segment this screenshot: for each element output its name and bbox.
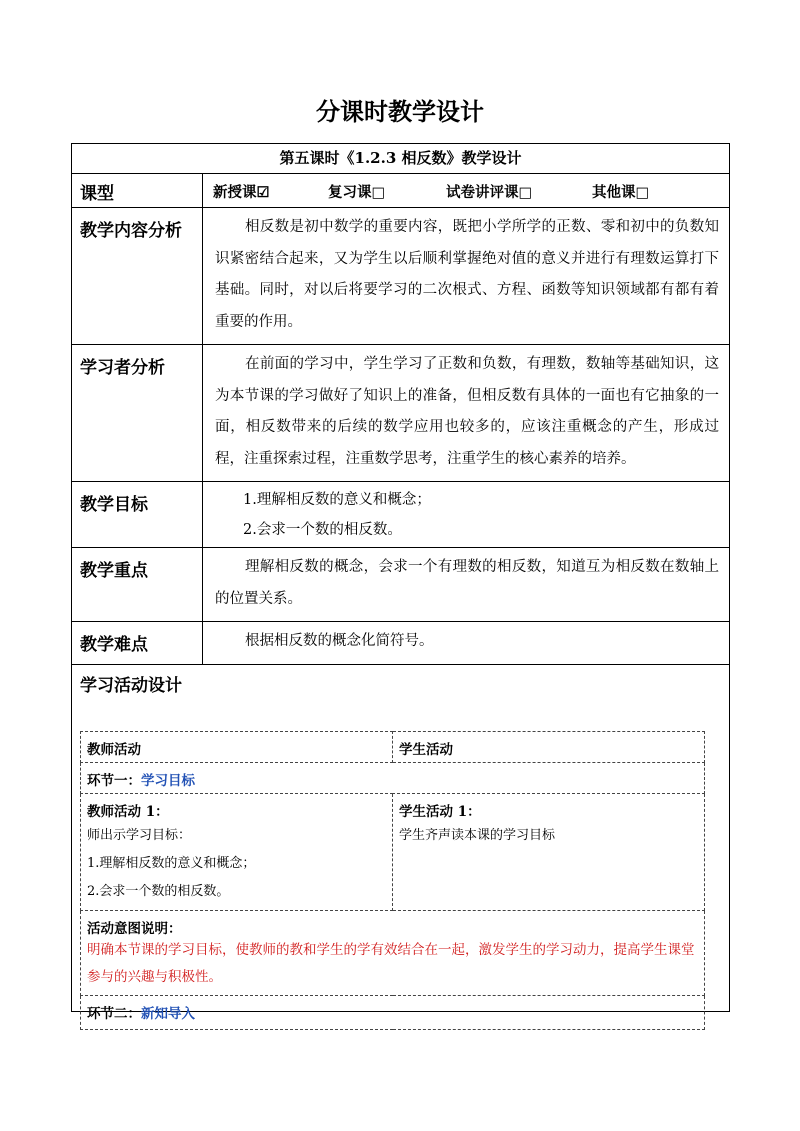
teacher1-line: 1.理解相反数的意义和概念； [87, 855, 256, 871]
key-points-text: 理解相反数的概念，会求一个有理数的相反数，知道互为相反数在数轴上的位置关系。 [203, 548, 730, 622]
step1-name: 学习目标 [141, 772, 195, 789]
step1-row [81, 762, 705, 793]
step2-prefix: 环节二： [87, 1005, 141, 1022]
student-header: 学生活动 [393, 731, 705, 762]
objectives-list [203, 482, 730, 548]
intent-title: 活动意图说明： [87, 920, 182, 937]
type-option-test: 试卷讲评课□ [446, 184, 533, 201]
step2-name: 新知导入 [141, 1005, 195, 1022]
content-analysis-label: 教学内容分析 [72, 208, 203, 345]
teacher1-title: 教师活动 1： [87, 803, 169, 820]
teacher-header: 教师活动 [81, 731, 393, 762]
step1-prefix: 环节一： [87, 772, 141, 789]
objective-item: 2.会求一个数的相反数。 [243, 522, 402, 538]
type-options [203, 174, 730, 208]
activity-design-label: 学习活动设计 [80, 675, 182, 696]
intent-text: 明确本节课的学习目标，使教师的教和学生的学有效结合在一起，激发学生的学习动力，提高学生课堂参与的兴趣与积极性。 [87, 941, 695, 985]
content-analysis-text: 相反数是初中数学的重要内容，既把小学所学的正数、零和初中的负数知识紧密结合起来，又为学生以后顺利掌握绝对值的意义并进行有理数运算打下基础。同时，对以后将要学习的二次根式、方程、函数等知识领域都有都有着重要的作用。 [203, 208, 730, 345]
activity-intent [81, 910, 705, 995]
teacher-activity-1 [81, 793, 393, 910]
step2-row [81, 995, 705, 1029]
student1-title: 学生活动 1： [399, 803, 481, 820]
objectives-label: 教学目标 [72, 482, 203, 548]
type-label: 课型 [72, 174, 203, 208]
learner-analysis-label: 学习者分析 [72, 345, 203, 482]
type-option-new: 新授课☑ [213, 184, 270, 201]
student1-text: 学生齐声读本课的学习目标 [399, 827, 556, 843]
difficulty-label: 教学难点 [72, 622, 203, 665]
key-points-label: 教学重点 [72, 548, 203, 622]
teacher1-line: 2.会求一个数的相反数。 [87, 883, 230, 899]
activity-table [80, 731, 705, 1030]
lesson-title: 第五课时《1.2.3 相反数》教学设计 [72, 144, 730, 174]
student-activity-1 [393, 793, 705, 910]
objective-item: 1.理解相反数的意义和概念； [243, 492, 431, 508]
lesson-plan-table [71, 143, 730, 1022]
difficulty-text: 根据相反数的概念化简符号。 [203, 622, 730, 665]
type-option-other: 其他课□ [592, 184, 650, 201]
document-title: 分课时教学设计 [316, 98, 484, 126]
type-option-review: 复习课□ [328, 184, 386, 201]
teacher1-line: 师出示学习目标： [87, 827, 192, 843]
activity-design-section [72, 664, 730, 1022]
learner-analysis-text: 在前面的学习中，学生学习了正数和负数，有理数，数轴等基础知识，这为本节课的学习做好了知识上的准备，但相反数有具体的一面也有它抽象的一面，相反数带来的后续的数学应用也较多的，应该注重概念的产生，形成过程，注重探索过程，注重数学思考，注重学生的核心素养的培养。 [203, 345, 730, 482]
